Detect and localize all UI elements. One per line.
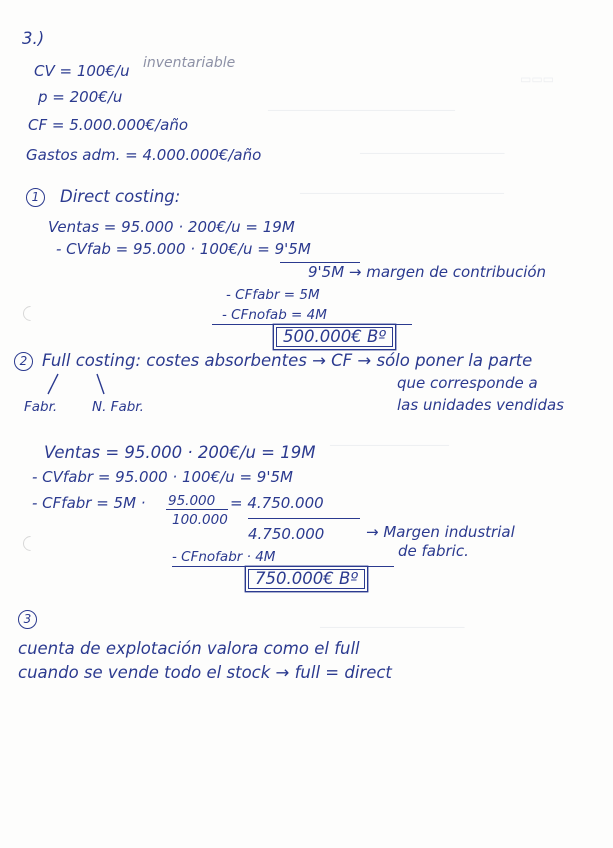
exercise-number: 3.) — [22, 29, 45, 48]
variable-cost-line: CV = 100€/u — [34, 62, 130, 80]
full-fixed-fab-rhs: = 4.750.000 — [230, 494, 324, 512]
fabr-label: Fabr. — [24, 399, 58, 415]
subtotal-rule — [248, 518, 360, 519]
direct-costing-title: Direct costing: — [60, 187, 181, 206]
fraction-bar — [166, 509, 228, 510]
bleed-through-mark: ───────────────── — [360, 146, 505, 160]
bleed-through-mark: ────────────────────── — [268, 103, 456, 117]
admin-cost-line: Gastos adm. = 4.000.000€/año — [26, 146, 262, 164]
industrial-margin-value: 4.750.000 — [248, 525, 325, 543]
full-profit-result: 750.000€ Bº — [248, 569, 365, 589]
direct-fixed-nofab-line: - CFnofab = 4M — [222, 307, 327, 323]
contribution-margin-line: 9'5M → margen de contribución — [308, 263, 547, 281]
bleed-through-mark: ────────────── — [330, 438, 450, 452]
full-fixed-nofab-line: - CFnofabr · 4M — [172, 549, 276, 565]
no-fabr-label: N. Fabr. — [92, 399, 144, 415]
section-number-1: 1 — [26, 188, 45, 207]
bleed-through-mark: ──────────────────────── — [300, 186, 505, 200]
direct-fixed-fab-line: - CFfabr = 5M — [226, 287, 320, 303]
full-fixed-fab-lhs: - CFfabr = 5M · — [32, 494, 146, 512]
industrial-margin-label: → Margen industrial — [366, 523, 515, 541]
conclusion-line-2: cuando se vende todo el stock → full = direct — [18, 663, 392, 682]
direct-profit-result: 500.000€ Bº — [276, 327, 393, 347]
conclusion-line-1: cuenta de explotación valora como el full — [18, 639, 360, 658]
full-costing-title: Full costing: costes absorbentes → CF → sólo poner la parte — [42, 351, 533, 370]
fixed-cost-line: CF = 5.000.000€/año — [28, 116, 189, 134]
industrial-margin-label-2: de fabric. — [398, 542, 469, 560]
price-line: p = 200€/u — [38, 88, 123, 106]
bleed-through-mark: ▭▭▭ — [520, 72, 555, 86]
direct-sales-line: Ventas = 95.000 · 200€/u = 19M — [48, 218, 295, 236]
full-sales-line: Ventas = 95.000 · 200€/u = 19M — [44, 443, 316, 462]
full-costing-note-line2: que corresponde a — [397, 374, 538, 392]
direct-variable-cost-line: - CVfab = 95.000 · 100€/u = 9'5M — [56, 240, 311, 258]
full-costing-note-line3: las unidades vendidas — [397, 396, 564, 414]
fraction-numerator: 95.000 — [168, 493, 216, 509]
bleed-through-mark: ───────────────── — [320, 620, 465, 634]
section-number-3: 3 — [18, 610, 37, 629]
pencil-note-inventariable: inventariable — [143, 55, 236, 71]
full-variable-cost-line: - CVfabr = 95.000 · 100€/u = 9'5M — [32, 468, 293, 486]
total-rule — [172, 566, 394, 567]
fraction-denominator: 100.000 — [172, 512, 228, 528]
section-number-2: 2 — [14, 352, 33, 371]
